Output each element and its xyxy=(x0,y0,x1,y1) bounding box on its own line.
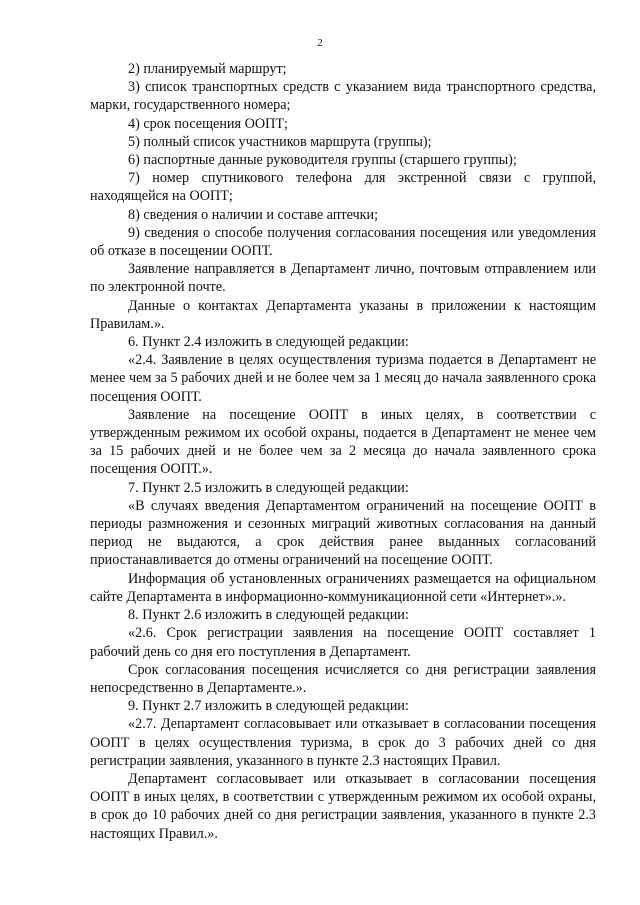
paragraph-contacts: Данные о контактах Департамента указаны в приложении к настоящим Правилам.». xyxy=(90,297,596,332)
paragraph-item-9-approval-method: 9) сведения о способе получения согласования посещения или уведомления об отказе в посещении ООПТ. xyxy=(90,224,596,260)
paragraph-clause-2-5-information: Информация об установленных ограничениях размещается на официальном сайте Департамента в информационно-коммуникационной сети «Интернет».». xyxy=(90,570,596,605)
paragraph-item-4-visit-period: 4) срок посещения ООПТ; xyxy=(128,115,288,132)
paragraph-clause-2-7-other: Департамент согласовывает или отказывает в согласовании посещения ООПТ в иных целях, в соответствии с утвержденным режимом их особой охраны, в срок до 10 рабочих дней со дня регистрации заявления, указанного в пункте 2.3 настоящих Правил.». xyxy=(90,770,596,842)
paragraph-clause-2-5-restrictions: «В случаях введения Департаментом ограничений на посещение ООПТ в периоды размножения и сезонных миграций животных согласования на данный период не выдаются, а срок действия ранее выданных согласований приостанавливается до отмены ограничений на посещение ООПТ. xyxy=(90,497,596,569)
paragraph-clause-2-6-approval-term: Срок согласования посещения исчисляется со дня регистрации заявления непосредственно в Департаменте.». xyxy=(90,661,596,696)
paragraph-item-7-satellite-phone: 7) номер спутникового телефона для экстренной связи с группой, находящейся на ООПТ; xyxy=(90,170,596,205)
paragraph-submission-method: Заявление направляется в Департамент лично, почтовым отправлением или по электронной почте. xyxy=(90,261,596,296)
paragraph-amendment-6: 6. Пункт 2.4 изложить в следующей редакции: xyxy=(128,334,409,351)
paragraph-item-6-passport-data: 6) паспортные данные руководителя группы (старшего группы); xyxy=(128,152,517,169)
paragraph-item-2-route: 2) планируемый маршрут; xyxy=(128,61,287,77)
paragraph-clause-2-6-registration: «2.6. Срок регистрации заявления на посещение ООПТ составляет 1 рабочий день со дня его поступления в Департамент. xyxy=(90,625,596,660)
paragraph-clause-2-4-tourism: «2.4. Заявление в целях осуществления туризма подается в Департамент не менее чем за 5 рабочих дней и не более чем за 1 месяц до начала заявленного срока посещения ООПТ. xyxy=(90,352,596,405)
document-body xyxy=(90,60,596,843)
paragraph-amendment-7: 7. Пункт 2.5 изложить в следующей редакции: xyxy=(128,479,409,496)
paragraph-amendment-8: 8. Пункт 2.6 изложить в следующей редакции: xyxy=(128,607,409,624)
paragraph-item-8-first-aid-kit: 8) сведения о наличии и составе аптечки; xyxy=(128,206,379,223)
paragraph-clause-2-4-other: Заявление на посещение ООПТ в иных целях, в соответствии с утвержденным режимом их особой охраны, подается в Департамент не менее чем за 15 рабочих дней и не более чем за 2 месяца до начала заявленного срока посещения ООПТ.». xyxy=(90,406,596,478)
paragraph-amendment-9: 9. Пункт 2.7 изложить в следующей редакции: xyxy=(128,698,409,715)
page-number: 2 xyxy=(317,37,323,49)
paragraph-item-3-vehicles: 3) список транспортных средств с указанием вида транспортного средства, марки, государственного номера; xyxy=(90,79,596,114)
paragraph-item-5-participants: 5) полный список участников маршрута (группы); xyxy=(128,133,432,150)
paragraph-clause-2-7-tourism: «2.7. Департамент согласовывает или отказывает в согласовании посещения ООПТ в целях осуществления туризма, в срок до 3 рабочих дней со дня регистрации заявления, указанного в пункте 2.3 настоящих Правил. xyxy=(90,716,596,769)
